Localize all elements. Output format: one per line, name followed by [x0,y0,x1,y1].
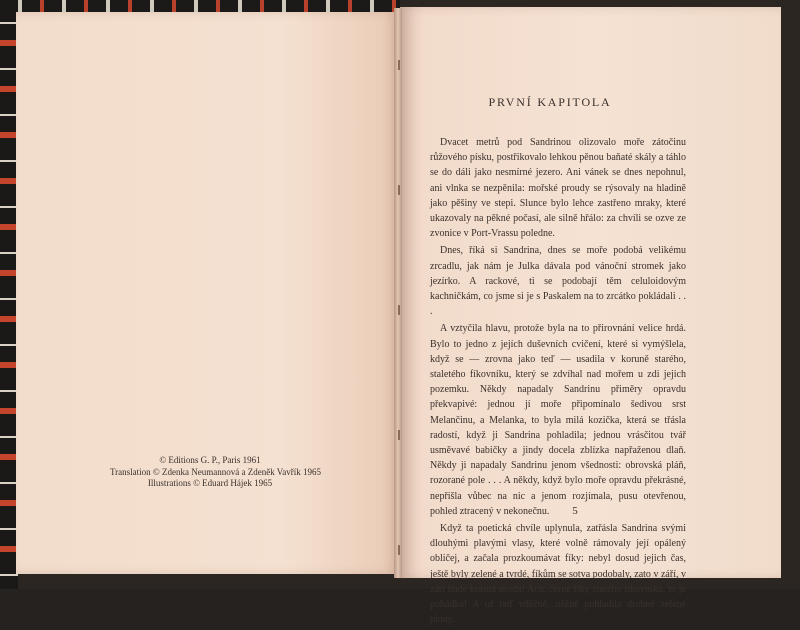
paragraph: Dvacet metrů pod Sandrinou olizovalo moře zátočinu růžového písku, postřikovalo lehkou pěnou baňaté skály a táhlo se do dáli jako nesmírné jezero. Ani vánek se dnes nepohnul, ani vlnka se nezpěnila: mořské proudy se rýsovaly na hladině jako pěšiny ve stepi. Slunce bylo lehce zastřeno mraky, které ukazovaly na pěkné počasí, ale silně hřálo: za chvíli se ozve ze zvonice v Port-Vrassu poledne. [430,137,686,240]
binding-stitch [398,305,400,315]
left-page [16,12,396,574]
paragraph: A vztyčila hlavu, protože byla na to přirovnání velice hrdá. Bylo to jedno z jejích duševních cvičení, které si vymýšlela, když se — zrovna jako teď — usadila v koruně starého, staletého fíkovníku, který se zdvíhal nad mořem u zdi jejich pozemku. Někdy napadaly Sandrinu přiměry opravdu překvapivé: jednou jí moře připomínalo šedivou srst Melančinu, a Melanka, to byla milá kozička, která se třásla radostí, když ji Sandrina pohladila; jednou vrásčitou tvář usměvavé babičky a jindy docela zblízka napřaženou dlaň. Někdy ji napadaly Sandrinu jenom všednosti: obrovská pláň, rozorané pole . . . A někdy, když bylo moře opravdu překrásné, nepřišla vůbec na nic a jenom rozjímala, pusu otevřenou, pohled ztracený v nekonečnu. [430,323,686,517]
binding-stitch [398,430,400,440]
paragraph: Když ta poetická chvíle uplynula, zatřásla Sandrina svými dlouhými plavými vlasy, které volně rámovaly její opálený obličej, a začala prozkoumávat fíky: nebyl dosud jejich čas, ještě byly zelené a tvrdé, fíkům se sotva podobaly, zato v září, v září bude krásná úroda! Ach, černé fíky starého fíkovníku, to je pohádka! A už teď vděčně, něžně pohladila drobné zelené plody. [430,523,686,626]
page-number: 5 [572,505,578,517]
copyright-line: Translation © Zdenka Neumannová a Zdeněk Vavřík 1965 [110,466,322,477]
copyright-line: © Editions G. P., Paris 1961 [159,455,261,465]
binding-stitch [398,60,400,70]
copyright-notice [110,455,322,490]
copyright-line: Illustrations © Eduard Hájek 1965 [147,478,273,488]
book-gutter [394,8,402,578]
chapter-text [430,135,686,630]
binding-stitch [398,185,400,195]
chapter-title: PRVNÍ KAPITOLA [488,95,612,109]
paragraph: Dnes, říká si Sandrina, dnes se moře podobá velikému zrcadlu, jak nám je Julka dávala pod vánoční stromek jako jezírko. A rackové, ti se podobají těm celuloidovým kachničkám, co jsme si je s Paskalem na to zrcátko pokládali . . . [430,245,686,318]
binding-stitch [398,545,400,555]
